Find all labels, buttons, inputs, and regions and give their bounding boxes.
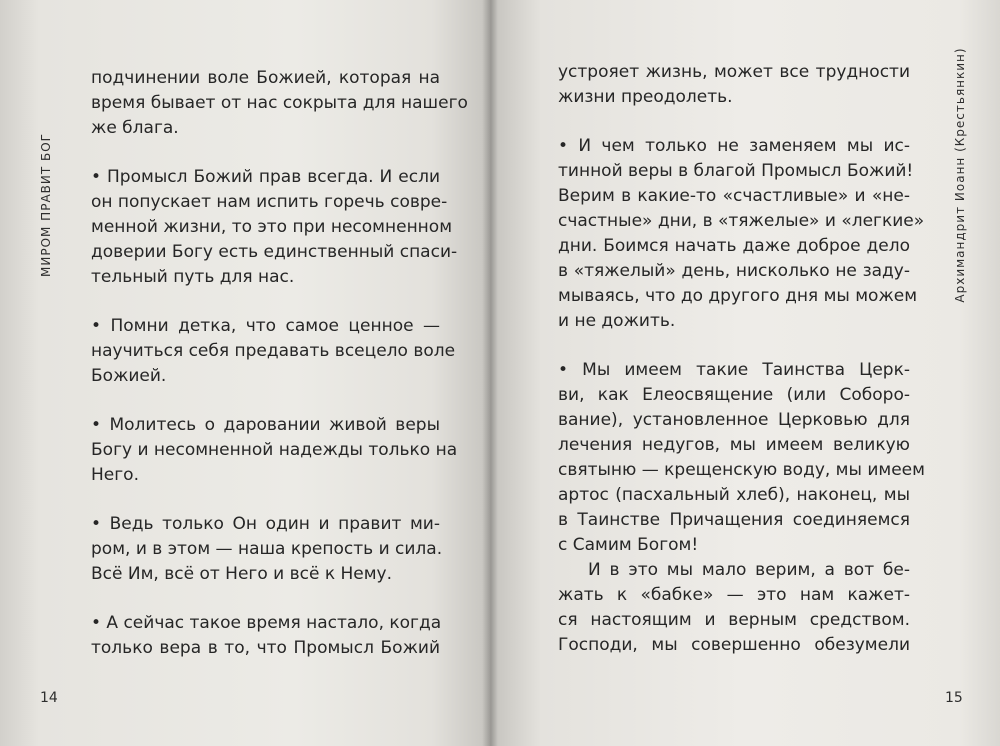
paragraph: [558, 558, 910, 658]
text-line: Всё Им, всё от Него и всё к Нему.: [91, 564, 393, 584]
text-line: в Таинстве Причащения соединяемся: [558, 510, 910, 530]
text-line: счастные» дни, в «тяжелые» и «легкие»: [558, 211, 925, 231]
text-line: ви, как Елеосвящение (или Соборо-: [558, 385, 910, 405]
page-number-right: 15: [945, 690, 963, 706]
text-line: тельный путь для нас.: [91, 267, 295, 287]
text-line: И в это мы мало верим, а вот бе-: [588, 560, 910, 580]
paragraph: [91, 413, 458, 488]
text-line: и не дожить.: [558, 311, 676, 331]
paragraph: [558, 134, 925, 334]
text-line: менной жизни, то это при несомненном: [91, 217, 453, 237]
text-line: • Молитесь о даровании живой веры: [91, 415, 440, 435]
paragraph: [91, 66, 468, 141]
text-line: же блага.: [91, 118, 179, 138]
text-line: только вера в то, что Промысл Божий: [91, 638, 440, 658]
text-line: научиться себя предавать всецело воле: [91, 341, 456, 361]
text-line: • А сейчас такое время настало, когда: [91, 613, 442, 633]
text-line: жизни преодолеть.: [558, 87, 733, 107]
text-line: тинной веры в благой Промысл Божий!: [558, 161, 914, 181]
text-line: святыню — крещенскую воду, мы имеем: [558, 460, 925, 480]
paragraph: [91, 314, 456, 389]
text-line: мываясь, что до другого дня мы можем: [558, 286, 918, 306]
text-line: доверии Богу есть единственный спаси-: [91, 242, 458, 262]
text-line: Него.: [91, 465, 139, 485]
paragraph: [558, 60, 910, 110]
text-line: • Промысл Божий прав всегда. И если: [91, 167, 440, 187]
text-line: артос (пасхальный хлеб), наконец, мы: [558, 485, 910, 505]
text-line: ся настоящим и верным средством.: [558, 610, 910, 630]
text-line: подчинении воле Божией, которая на: [91, 68, 440, 88]
right-page-text: [558, 60, 925, 658]
text-line: устрояет жизнь, может все трудности: [558, 62, 910, 82]
text-line: Божией.: [91, 366, 167, 386]
running-head-right: Архимандрит Иоанн (Крестьянкин): [953, 47, 967, 303]
text-line: • Мы имеем такие Таинства Церк-: [558, 360, 910, 380]
left-page: [0, 0, 490, 746]
text-line: он попускает нам испить горечь совре-: [91, 192, 448, 212]
text-line: лечения недугов, мы имеем великую: [558, 435, 910, 455]
paragraph: [558, 358, 925, 558]
text-line: • Помни детка, что самое ценное —: [91, 316, 440, 336]
text-line: вание), установленное Церковью для: [558, 410, 910, 430]
running-head-left: МИРОМ ПРАВИТ БОГ: [39, 133, 53, 277]
right-page: [490, 0, 1000, 746]
page-number-left: 14: [40, 690, 58, 706]
paragraph: [91, 611, 440, 661]
text-line: Господи, мы совершенно обезумели: [558, 635, 910, 655]
paragraph: [91, 165, 458, 290]
text-line: Богу и несомненной надежды только на: [91, 440, 458, 460]
left-page-text: [91, 66, 468, 661]
text-line: ром, и в этом — наша крепость и сила.: [91, 539, 443, 559]
paragraph: [91, 512, 443, 587]
text-line: • И чем только не заменяем мы ис-: [558, 136, 910, 156]
text-line: • Ведь только Он один и правит ми-: [91, 514, 440, 534]
text-line: с Самим Богом!: [558, 535, 699, 555]
text-line: время бывает от нас сокрыта для нашего: [91, 93, 468, 113]
text-line: Верим в какие-то «счастливые» и «не-: [558, 186, 910, 206]
text-line: в «тяжелый» день, нисколько не заду-: [558, 261, 910, 281]
book-gutter-shadow: [482, 0, 498, 746]
text-line: дни. Боимся начать даже доброе дело: [558, 236, 910, 256]
text-line: жать к «бабке» — это нам кажет-: [558, 585, 910, 605]
